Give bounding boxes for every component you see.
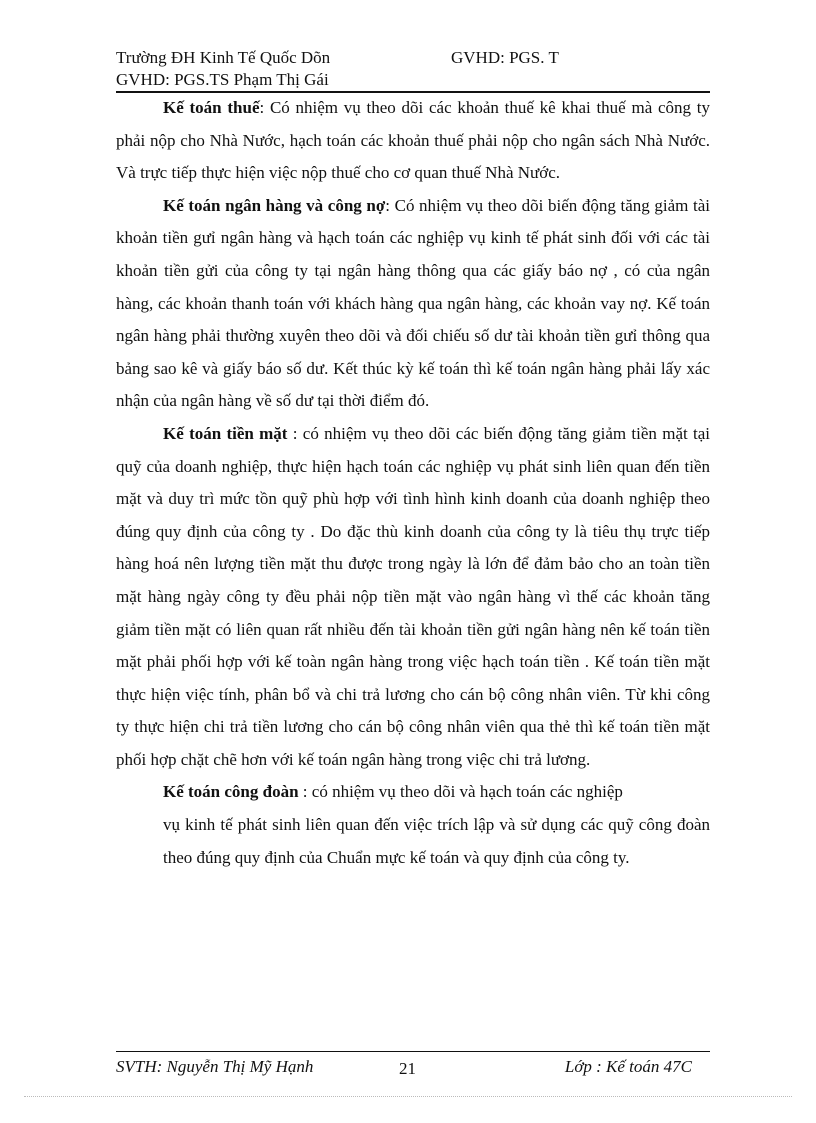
class-name: Lớp : Kế toán 47C — [564, 1057, 692, 1076]
paragraph-union-continuation — [116, 809, 710, 874]
section-title: Kế toán công đoàn — [163, 782, 299, 802]
section-text: vụ kinh tế phát sinh liên quan đến việc trích lập và sử dụng các quỹ công đoàn theo đúng quy định của Chuẩn mực kế toán và quy định của công ty. — [163, 815, 710, 867]
student-name: SVTH: Nguyễn Thị Mỹ Hạnh — [116, 1057, 314, 1076]
paragraph-union-accounting — [116, 776, 710, 809]
section-title: Kế toán ngân hàng và công nợ — [163, 195, 386, 215]
document-body — [116, 92, 710, 874]
section-title: Kế toán thuế — [163, 98, 260, 117]
page-footer — [116, 1056, 710, 1080]
supervisor-full: GVHD: PGS.TS Phạm Thị Gái — [116, 70, 329, 89]
paragraph-cash-accounting — [116, 418, 710, 777]
section-text: : Có nhiệm vụ theo dõi biến động tăng giảm tài khoản tiền gưỉ ngân hàng và hạch toán các nghiệp vụ kinh tế phát sinh đối với các tài khoản tiền gửi của công ty tại ngân hàng thông qua các giấy báo nợ , có của ngân hàng, các khoản thanh toán với khách hàng qua ngân hàng, các khoản vay nợ. Kế toán ngân hàng phải thường xuyên theo dõi và đối chiếu số dư tài khoản tiền gưỉ thông qua bảng sao kê và giấy báo số dư. Kết thúc kỳ kế toán thì kế toán ngân hàng phải lấy xác nhận của ngân hàng về số dư tại thời điểm đó. — [116, 195, 710, 411]
paragraph-tax-accounting — [116, 92, 710, 190]
footer-divider — [116, 1051, 710, 1052]
school-name: Trường ĐH Kinh Tế Quốc Dõn — [116, 48, 331, 67]
section-text: : có nhiệm vụ theo dõi và hạch toán các nghiệp — [298, 782, 623, 802]
page-edge — [24, 1096, 792, 1097]
page-number: 21 — [399, 1059, 416, 1078]
supervisor-short: GVHD: PGS. T — [451, 48, 559, 67]
section-title: Kế toán tiền mặt — [163, 423, 288, 443]
section-text: : Có nhiệm vụ theo dõi các khoản thuế kê khai thuế mà công ty phải nộp cho Nhà Nước, hạch toán các khoản thuế phải nộp cho ngân sách Nhà Nước. Và trực tiếp thực hiện việc nộp thuế cho cơ quan thuế Nhà Nước. — [116, 98, 710, 183]
paragraph-bank-accounting — [116, 190, 710, 418]
section-text: : có nhiệm vụ theo dõi các biến động tăng giảm tiền mặt tại quỹ của doanh nghiệp, thực hiện hạch toán các nghiệp vụ phát sinh liên quan đến tiền mặt và duy trì mức tồn quỹ phù hợp với tình hình kinh doanh của doanh nghiệp theo đúng quy định của công ty . Do đặc thù kinh doanh của công ty là tiêu thụ trực tiếp hàng hoá nên lượng tiền mặt thu được trong ngày là lớn để đảm bảo cho an toàn tiền mặt hàng ngày công ty đều phải nộp tiền mặt vào ngân hàng vì thế các khoản tăng giảm tiền mặt có liên quan rất nhiều đến tài khoản tiền gửi ngân hàng nên kế toán tiền mặt phải phối hợp với kế toàn ngân hàng trong việc hạch toán tiền . Kế toán tiền mặt thực hiện việc tính, phân bổ và chi trả lương cho cán bộ công nhân viên. Từ khi công ty thực hiện chi trả tiền lương cho cán bộ công nhân viên qua thẻ thì kế toán tiền mặt phối hợp chặt chẽ hơn với kế toán ngân hàng trong việc chi trả lương. — [116, 423, 710, 769]
